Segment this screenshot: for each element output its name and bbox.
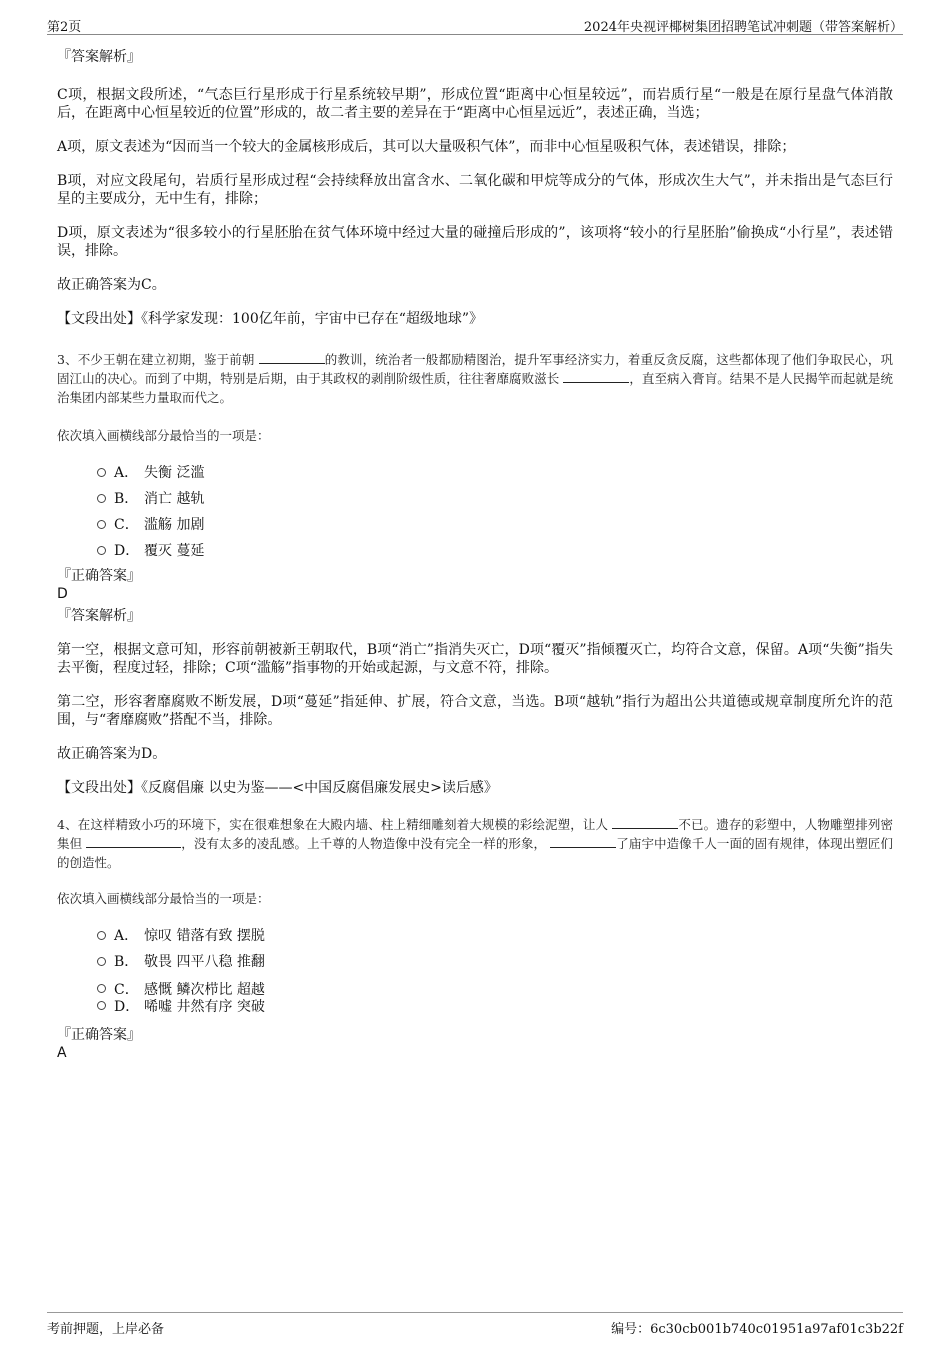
analysis-paragraph: D项，原文表述为“很多较小的行星胚胎在贫气体环境中经过大量的碰撞后形成的”，该项将“较小的行星胚胎”偷换成“小行星”，表述错误，排除。 bbox=[57, 225, 893, 259]
radio-button[interactable] bbox=[97, 546, 106, 555]
correct-answer: A bbox=[57, 1045, 67, 1061]
analysis-paragraph: A项，原文表述为“因而当一个较大的金属核形成后，其可以大量吸积气体”，而非中心恒星吸积气体，表述错误，排除； bbox=[57, 139, 796, 155]
option-d[interactable]: D． 覆灭 蔓延 bbox=[97, 537, 893, 563]
radio-button[interactable] bbox=[97, 494, 106, 503]
analysis-paragraph: B项，对应文段尾句，岩质行星形成过程“会持续释放出富含水、二氧化碳和甲烷等成分的气体，形成次生大气”，并未指出是气态巨行星的主要成分，无中生有，排除； bbox=[57, 173, 893, 207]
option-c[interactable]: C． 滥觞 加剧 bbox=[97, 511, 893, 537]
question-3-text: 3、不少王朝在建立初期，鉴于前朝 的教训，统治者一般都励精图治，提升军事经济实力，着重反贪反腐，这些都体现了他们争取民心，巩固江山的决心。而到了中期，特别是后期，由于其政权的剥削阶级性质，往往奢靡腐败滋长 ，直至病入膏肓。结果不是人民揭竿而起就是统治集团内部某些力量取而代之。 bbox=[57, 352, 893, 405]
blank-line bbox=[550, 835, 616, 848]
radio-button[interactable] bbox=[97, 520, 106, 529]
analysis-paragraph: C项，根据文段所述，“气态巨行星形成于行星系统较早期”，形成位置“距离中心恒星较远”，而岩质行星“一般是在原行星盘气体消散后，在距离中心恒星较近的位置”形成的，故二者主要的差异在于“距离中心恒星远近”，表述正确，当选； bbox=[57, 87, 893, 121]
document-body bbox=[57, 44, 893, 1062]
radio-button[interactable] bbox=[97, 1001, 106, 1010]
blank-line bbox=[563, 370, 629, 383]
question-instruction: 依次填入画横线部分最恰当的一项是： bbox=[57, 891, 270, 906]
blank-line bbox=[612, 816, 678, 829]
option-c[interactable]: C． 感慨 鳞次栉比 超越 bbox=[97, 980, 893, 997]
source-citation: 【文段出处】《科学家发现：100亿年前，宇宙中已存在“超级地球”》 bbox=[57, 311, 484, 327]
page-header bbox=[47, 14, 903, 35]
analysis-label: 『答案解析』 bbox=[57, 49, 141, 65]
blank-line bbox=[259, 351, 325, 364]
page-number: 第2页 bbox=[47, 20, 82, 35]
analysis-label: 『答案解析』 bbox=[57, 608, 141, 624]
correct-answer-label: 『正确答案』 bbox=[57, 568, 141, 584]
blank-line bbox=[86, 835, 181, 848]
radio-button[interactable] bbox=[97, 984, 106, 993]
question-4-text: 4、在这样精致小巧的环境下，实在很难想象在大殿内墙、柱上精细雕刻着大规模的彩绘泥塑，让人 不已。遗存的彩塑中，人物雕塑排列密集但 ，没有太多的凌乱感。上千尊的人物造像中没有完全一样的形象， 了庙宇中造像千人一面的固有规律，体现出塑匠们的创造性。 bbox=[57, 817, 893, 870]
analysis-paragraph: 第一空，根据文意可知，形容前朝被新王朝取代，B项“消亡”指消失灭亡，D项“覆灭”指倾覆灭亡，均符合文意，保留。A项“失衡”指失去平衡，程度过轻，排除；C项“滥觞”指事物的开始或起源，与文意不符，排除。 bbox=[57, 642, 893, 676]
conclusion: 故正确答案为C。 bbox=[57, 277, 166, 293]
radio-button[interactable] bbox=[97, 468, 106, 477]
radio-button[interactable] bbox=[97, 931, 106, 940]
option-d[interactable]: D． 唏嘘 井然有序 突破 bbox=[97, 997, 893, 1014]
option-a[interactable]: A． 惊叹 错落有致 摆脱 bbox=[97, 922, 893, 948]
question-instruction: 依次填入画横线部分最恰当的一项是： bbox=[57, 428, 270, 443]
document-id: 编号：6c30cb001b740c01951a97af01c3b22f bbox=[611, 1322, 903, 1337]
radio-button[interactable] bbox=[97, 957, 106, 966]
question-3-options bbox=[97, 459, 893, 563]
option-a[interactable]: A． 失衡 泛滥 bbox=[97, 459, 893, 485]
source-citation: 【文段出处】《反腐倡廉 以史为鉴——<中国反腐倡廉发展史>读后感》 bbox=[57, 780, 498, 796]
footer-slogan: 考前押题，上岸必备 bbox=[47, 1322, 165, 1337]
correct-answer-label: 『正确答案』 bbox=[57, 1027, 141, 1043]
conclusion: 故正确答案为D。 bbox=[57, 746, 167, 762]
question-4-options bbox=[97, 922, 893, 1014]
option-b[interactable]: B． 敬畏 四平八稳 推翻 bbox=[97, 948, 893, 974]
analysis-paragraph: 第二空，形容奢靡腐败不断发展，D项“蔓延”指延伸、扩展，符合文意，当选。B项“越轨”指行为超出公共道德或规章制度所允许的范围，与“奢靡腐败”搭配不当，排除。 bbox=[57, 694, 893, 728]
document-title: 2024年央视评椰树集团招聘笔试冲刺题（带答案解析） bbox=[583, 20, 903, 35]
option-b[interactable]: B． 消亡 越轨 bbox=[97, 485, 893, 511]
page-footer bbox=[47, 1312, 903, 1335]
correct-answer: D bbox=[57, 586, 68, 602]
